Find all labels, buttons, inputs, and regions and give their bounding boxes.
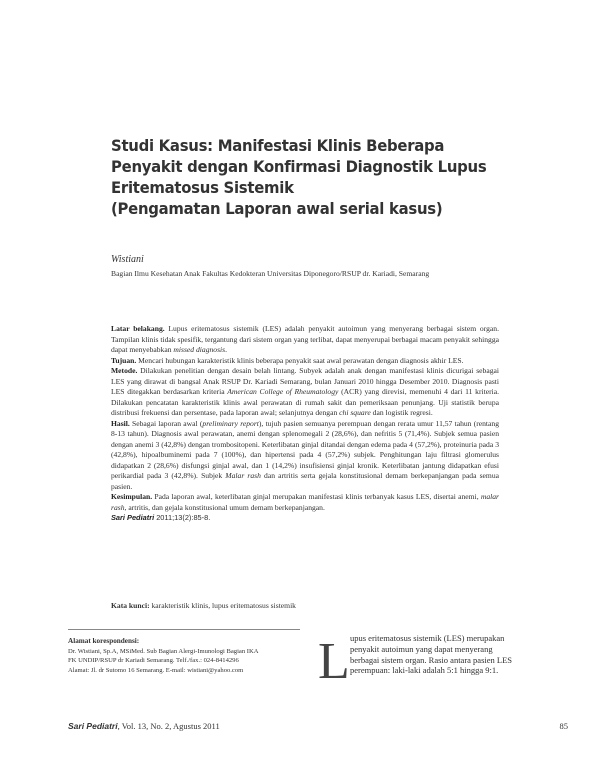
- abstract-background-italic: missed diagnosis: [173, 345, 226, 354]
- abstract: [111, 324, 499, 524]
- article-title: [111, 135, 502, 219]
- abstract-method-label: Metode.: [111, 366, 138, 375]
- abstract-aim-label: Tujuan.: [111, 355, 137, 365]
- abstract-results-italic-1: preliminary report: [202, 418, 259, 428]
- keywords-text: karakteristik klinis, lupus eritematosus sistemik: [149, 601, 296, 610]
- correspondence-line: Alamat: Jl. dr Sutomo 16 Semarang. E-mail: wistiani@yahoo.com: [68, 666, 244, 674]
- footer-journal: [68, 721, 220, 731]
- intro-line: berbagai sistem organ. Rasio antara pasien LES: [350, 654, 513, 665]
- author-name: Wistiani: [111, 254, 144, 265]
- abstract-citation: [111, 513, 499, 524]
- abstract-conclusion-text-2: , artritis, dan gejala konstitusional umum demam berkepanjangan.: [124, 502, 325, 512]
- abstract-background-end: .: [225, 345, 228, 354]
- title-subtitle: (Pengamatan Laporan awal serial kasus): [111, 199, 443, 218]
- correspondence-block: [68, 637, 308, 675]
- title-line-1: Studi Kasus: Manifestasi Klinis Beberapa: [111, 136, 445, 155]
- footer-journal-details: , Vol. 13, No. 2, Agustus 2011: [117, 721, 220, 731]
- abstract-results-text-2: ), tujuh pasien semuanya perempuan dengan rerata umur 11,57 tahun (rentang 8-13 tahun). Diagnosis awal perawatan, anemi dengan splenomegali 2 (28,6%), dan nefritis 5 (71,4%). Subjek semua pasien dengan anemi 3 (42,8%) dengan trombositopeni. Keterlibatan ginjal ditandai dengan edema pada 4 (57,2%), proteinuria pada 3 (42,8%), hipoalbuminemi pada 7 (100%), dan hipertensi pada 4 (57,2%) subjek. Penghitungan laju filtrasi glomerulus didapatkan 2 (28,6%) disfungsi ginjal awal, dan 1 (14,2%) insufisiensi ginjal kronik. Keterlibatan jantung didapatkan efusi perikardial pada 3 (42,8%). Subjek: [111, 418, 499, 480]
- abstract-conclusion-label: Kesimpulan.: [111, 492, 153, 501]
- abstract-method-italic-1: American College of Rheumatology: [227, 387, 339, 396]
- abstract-background-text: Lupus eritematosus sistemik (LES) adalah penyakit autoimun yang menyerang berbagai sistem organ. Tampilan klinis tidak spesifik, tergantung dari sistem organ yang terlibat, dapat menyerupai berbagai macam penyakit sehingga dapat menyebabkan: [111, 324, 499, 354]
- correspondence-line: Dr. Wistiani, Sp.A, MSiMed. Sub Bagian Alergi-Imunologi Bagian IKA: [68, 647, 259, 655]
- abstract-results-italic-2: Malar rash: [225, 471, 261, 480]
- keywords: [111, 601, 296, 610]
- citation-journal: Sari Pediatri: [111, 513, 155, 522]
- abstract-aim-text: Mencari hubungan karakteristik klinis beberapa penyakit saat awal perawatan dengan diagnosis akhir LES.: [136, 355, 464, 365]
- intro-dropcap: L: [318, 633, 350, 690]
- page-number: 85: [559, 721, 568, 731]
- abstract-results-text-3: dan artritis serta gejala konstitusional demam berkepanjangan pada semua pasien.: [111, 471, 499, 491]
- abstract-method-text-2: (ACR) yang direvisi, memenuhi 4 dari 11 kriteria. Dilakukan pencatatan karakteristik klinis awal perawatan di rumah sakit dan pemeriksaan penunjang. Uji statistik berupa distribusi frekuensi dan persentase, pada laporan awal; selanjutnya dengan: [111, 387, 499, 417]
- title-line-3: Eritematosus Sistemik: [111, 178, 294, 197]
- abstract-background: [111, 324, 499, 356]
- abstract-method-text-1: Dilakukan penelitian dengan desain belah lintang. Subyek adalah anak dengan manifestasi klinis dicurigai sebagai LES yang dirawat di bangsal Anak RSUP Dr. Kariadi Semarang, bulan Januari 2010 hingga Desember 2010. Diagnosis pasti LES ditegakkan berdasarkan kriteria: [111, 366, 499, 396]
- abstract-results-label: Hasil.: [111, 418, 130, 428]
- abstract-conclusion-text-1: Pada laporan awal, keterlibatan ginjal merupakan manifestasi klinis terbanyak kasus LES, disertai anemi,: [152, 492, 481, 501]
- footer-journal-name: Sari Pediatri: [68, 721, 118, 731]
- abstract-method: [111, 366, 499, 419]
- abstract-method-italic-2: chi square: [339, 408, 371, 417]
- correspondence-divider: [68, 629, 300, 630]
- correspondence-line: FK UNDIP/RSUP dr Kariadi Semarang. Telf./fax.: 024-8414296: [68, 657, 239, 664]
- abstract-conclusion-italic: malar rash: [111, 492, 499, 512]
- intro-line: penyakit autoimun yang dapat menyerang: [350, 643, 493, 654]
- correspondence-heading: Alamat korespondensi:: [68, 637, 140, 645]
- abstract-conclusion: [111, 492, 499, 513]
- intro-line: perempuan: laki-laki adalah 5:1 hingga 9:1.: [350, 665, 499, 676]
- abstract-background-label: Latar belakang.: [111, 324, 165, 333]
- abstract-results-text-1: Sebagai laporan awal (: [129, 418, 203, 428]
- page-footer: [68, 721, 576, 731]
- citation-details: 2011;13(2):85-8.: [154, 513, 211, 522]
- abstract-results: [111, 419, 499, 493]
- title-line-2: Penyakit dengan Konfirmasi Diagnostik Lupus: [111, 157, 487, 176]
- keywords-label: Kata kunci:: [111, 601, 150, 610]
- abstract-aim: [111, 356, 499, 367]
- author-affiliation: Bagian Ilmu Kesehatan Anak Fakultas Kedokteran Universitas Diponegoro/RSUP dr. Kariadi, Semarang: [111, 269, 430, 278]
- intro-paragraph: [350, 633, 572, 676]
- intro-line: upus eritematosus sistemik (LES) merupakan: [350, 633, 505, 643]
- abstract-method-text-3: dan logistik regresi.: [370, 408, 433, 417]
